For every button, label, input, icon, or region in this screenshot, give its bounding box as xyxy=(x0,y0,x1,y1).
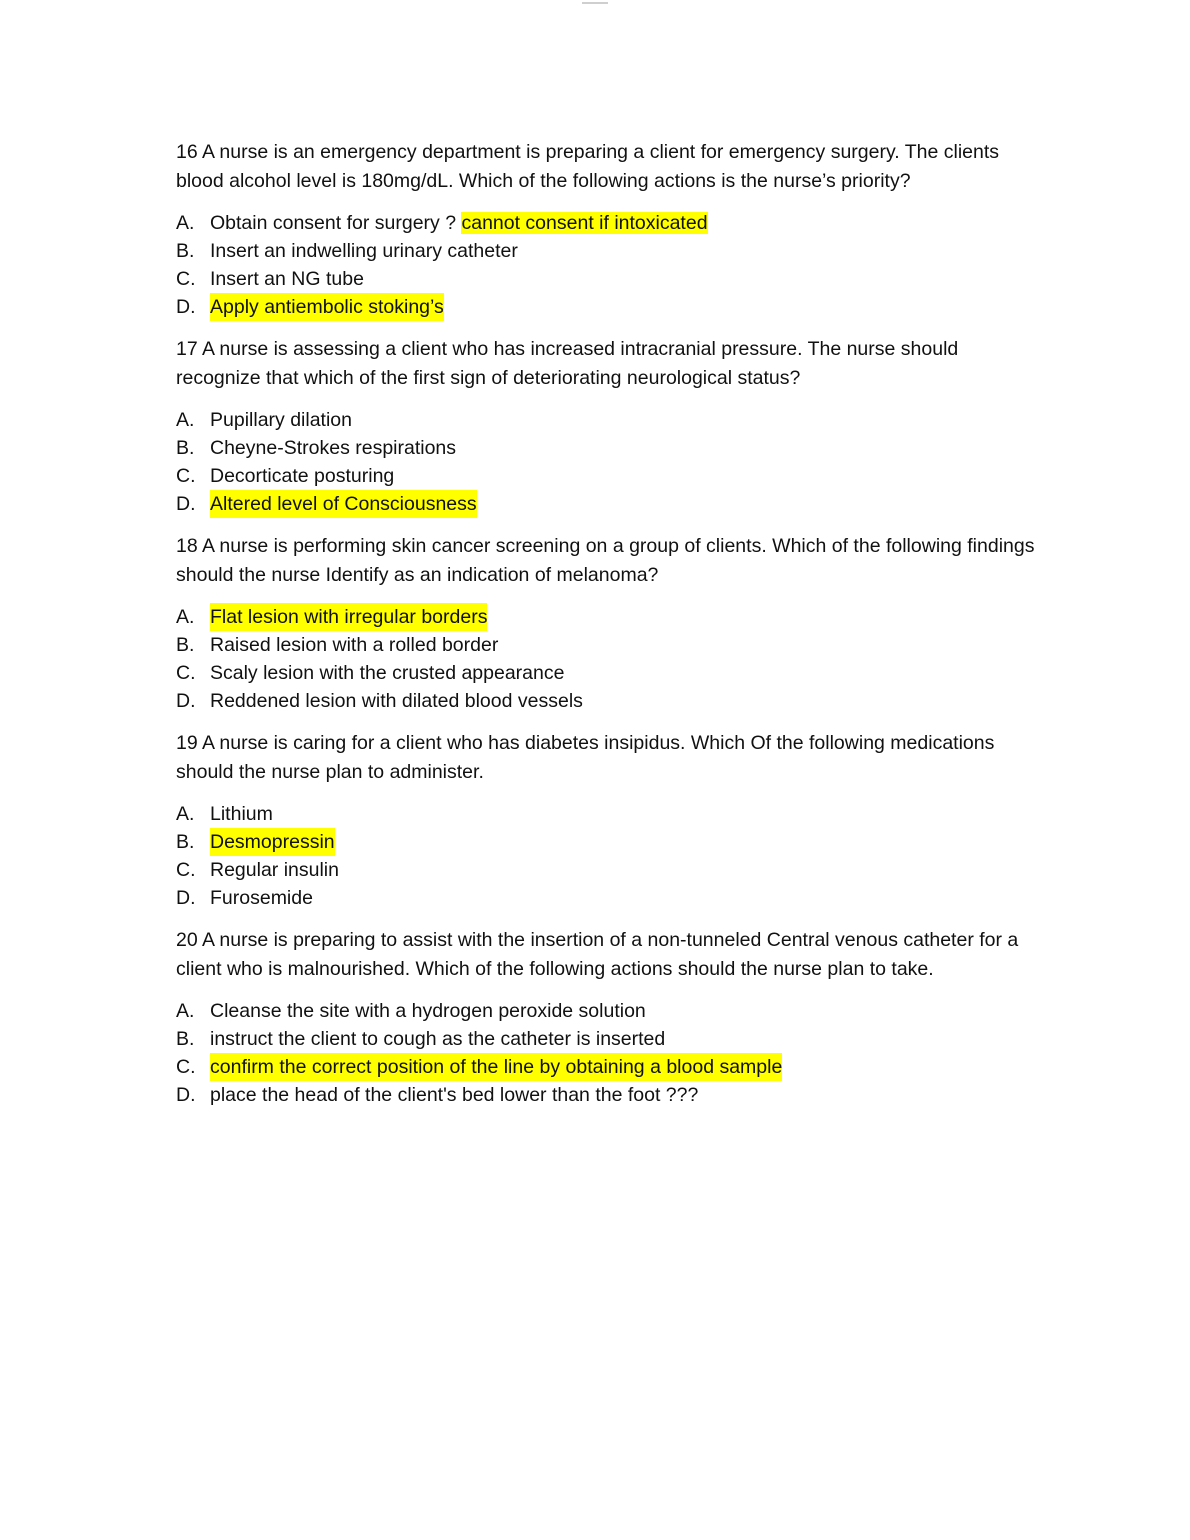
answer-option-b xyxy=(176,1025,1036,1053)
option-text: Cheyne-Strokes respirations xyxy=(210,437,457,459)
option-text-highlighted: Flat lesion with irregular borders xyxy=(210,603,487,631)
answer-option-b xyxy=(176,434,1036,462)
answer-option-d xyxy=(176,1081,1036,1109)
option-letter: D. xyxy=(176,887,196,909)
question-16 xyxy=(176,138,1036,321)
question-18 xyxy=(176,532,1036,715)
answer-options xyxy=(176,800,1036,912)
option-letter: B. xyxy=(176,437,195,459)
option-letter: B. xyxy=(176,240,195,262)
question-stem: 20 A nurse is preparing to assist with the insertion of a non-tunneled Central venous catheter for a client who is malnourished. Which of the following actions should the nurse plan to take. xyxy=(176,929,1019,980)
option-letter: A. xyxy=(176,803,195,825)
option-text: Scaly lesion with the crusted appearance xyxy=(210,662,565,684)
option-text-highlighted: Apply antiembolic stoking’s xyxy=(210,293,444,321)
answer-option-a xyxy=(176,209,1036,237)
option-letter: D. xyxy=(176,296,196,318)
option-letter: D. xyxy=(176,1084,196,1106)
option-text: Decorticate posturing xyxy=(210,465,395,487)
option-letter: C. xyxy=(176,268,196,290)
question-stem: 16 A nurse is an emergency department is preparing a client for emergency surgery. The clients blood alcohol level is 180mg/dL. Which of the following actions is the nurse’s priority? xyxy=(176,141,1000,192)
answer-option-d xyxy=(176,687,1036,715)
option-letter: B. xyxy=(176,831,195,853)
option-text: place the head of the client's bed lower than the foot ??? xyxy=(210,1084,699,1106)
question-17 xyxy=(176,335,1036,518)
question-stem: 17 A nurse is assessing a client who has increased intracranial pressure. The nurse should recognize that which of the first sign of deteriorating neurological status? xyxy=(176,338,959,389)
answer-option-d xyxy=(176,884,1036,912)
answer-option-c xyxy=(176,265,1036,293)
answer-option-c xyxy=(176,659,1036,687)
answer-option-a xyxy=(176,603,1036,631)
question-19 xyxy=(176,729,1036,912)
option-text: Insert an NG tube xyxy=(210,268,364,290)
page-header-mark xyxy=(582,2,608,4)
option-letter: D. xyxy=(176,690,196,712)
answer-option-c xyxy=(176,462,1036,490)
option-letter: A. xyxy=(176,1000,195,1022)
answer-option-a xyxy=(176,800,1036,828)
option-text: Cleanse the site with a hydrogen peroxide solution xyxy=(210,1000,646,1022)
answer-option-d xyxy=(176,293,1036,321)
answer-options xyxy=(176,406,1036,518)
option-letter: A. xyxy=(176,409,195,431)
question-20 xyxy=(176,926,1036,1109)
option-text-highlighted: Desmopressin xyxy=(210,828,335,856)
option-text-main: Obtain consent for surgery ? xyxy=(210,212,462,234)
answer-option-d xyxy=(176,490,1036,518)
answer-option-b xyxy=(176,828,1036,856)
option-text: Lithium xyxy=(210,803,273,825)
option-letter: B. xyxy=(176,1028,195,1050)
question-stem: 19 A nurse is caring for a client who has diabetes insipidus. Which Of the following medications should the nurse plan to administer. xyxy=(176,732,995,783)
option-letter: D. xyxy=(176,493,196,515)
option-letter: C. xyxy=(176,1056,196,1078)
answer-option-b xyxy=(176,237,1036,265)
answer-option-b xyxy=(176,631,1036,659)
option-text: Reddened lesion with dilated blood vessels xyxy=(210,690,583,712)
answer-option-a xyxy=(176,406,1036,434)
option-text: Raised lesion with a rolled border xyxy=(210,634,499,656)
option-text-highlighted: Altered level of Consciousness xyxy=(210,490,477,518)
option-text: instruct the client to cough as the catheter is inserted xyxy=(210,1028,666,1050)
question-list xyxy=(176,138,1036,1123)
answer-option-a xyxy=(176,997,1036,1025)
option-letter: C. xyxy=(176,662,196,684)
option-text: Regular insulin xyxy=(210,859,339,881)
option-text-highlighted: confirm the correct position of the line by obtaining a blood sample xyxy=(210,1053,782,1081)
option-letter: C. xyxy=(176,465,196,487)
option-letter: B. xyxy=(176,634,195,656)
answer-option-c xyxy=(176,856,1036,884)
option-text: Furosemide xyxy=(210,887,313,909)
answer-note: cannot consent if intoxicated xyxy=(461,212,708,234)
answer-options xyxy=(176,209,1036,321)
option-text xyxy=(210,209,708,237)
option-letter: C. xyxy=(176,859,196,881)
option-text: Insert an indwelling urinary catheter xyxy=(210,240,518,262)
question-stem: 18 A nurse is performing skin cancer screening on a group of clients. Which of the following findings should the nurse Identify as an indication of melanoma? xyxy=(176,535,1035,586)
answer-options xyxy=(176,997,1036,1109)
answer-option-c xyxy=(176,1053,1036,1081)
option-text: Pupillary dilation xyxy=(210,409,352,431)
option-letter: A. xyxy=(176,212,195,234)
option-letter: A. xyxy=(176,606,195,628)
answer-options xyxy=(176,603,1036,715)
